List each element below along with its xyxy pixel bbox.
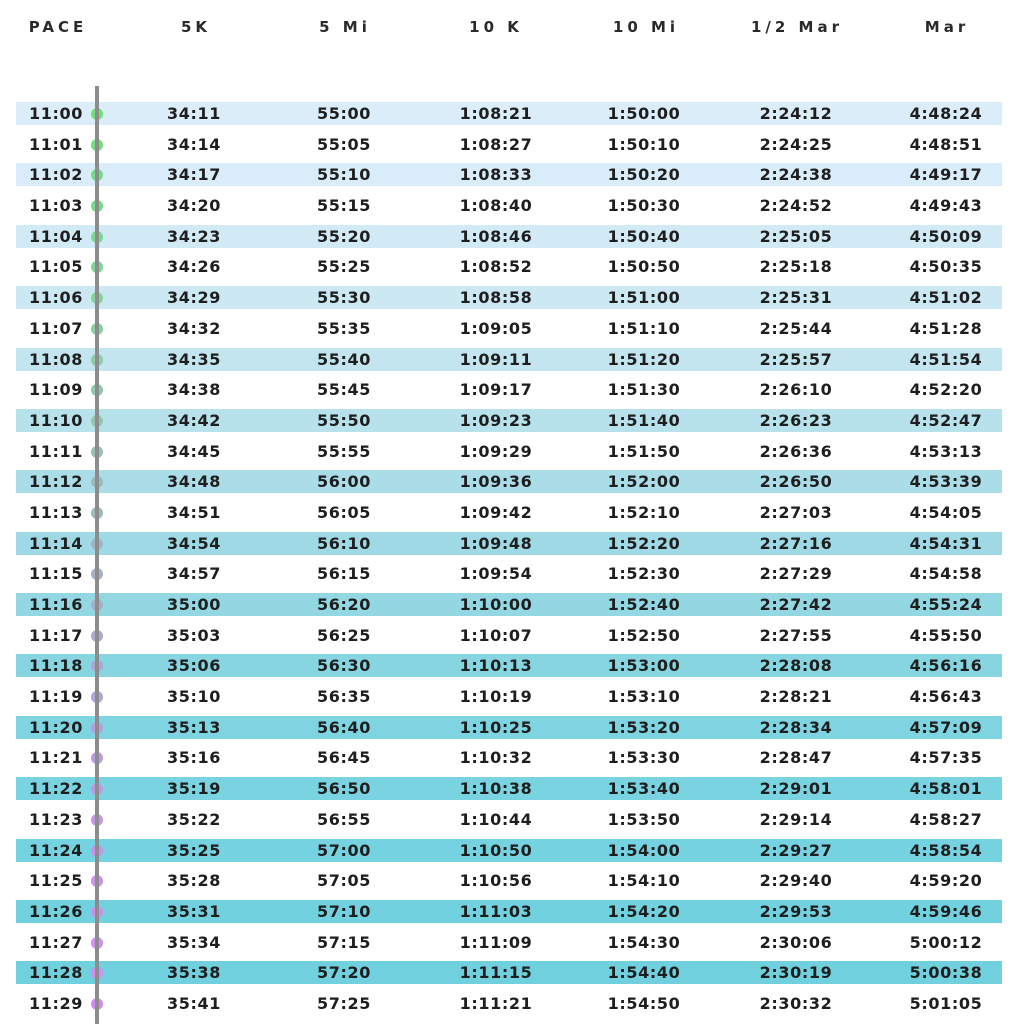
10k-time-cell: 1:09:54 — [459, 564, 533, 584]
5mi-time-cell: 55:25 — [317, 257, 371, 277]
half-marathon-time-cell: 2:26:23 — [759, 410, 833, 430]
half-marathon-time-cell: 2:27:55 — [759, 625, 833, 645]
5k-time-cell: 35:34 — [167, 932, 221, 952]
5k-time-cell: 34:48 — [167, 472, 221, 492]
5k-time-cell: 35:38 — [167, 963, 221, 983]
pace-cell: 11:13 — [29, 502, 83, 522]
pace-table-body — [0, 101, 1014, 1022]
table-row — [0, 469, 1014, 500]
pace-cell: 11:25 — [29, 871, 83, 891]
half-marathon-time-cell: 2:28:08 — [759, 656, 833, 676]
table-row — [0, 500, 1014, 531]
marathon-time-cell: 4:59:20 — [909, 871, 983, 891]
pace-cell: 11:14 — [29, 533, 83, 553]
5mi-time-cell: 56:20 — [317, 595, 371, 614]
table-row — [0, 807, 1014, 838]
marathon-time-cell: 4:51:28 — [909, 318, 983, 338]
5k-time-cell: 35:19 — [167, 779, 221, 799]
5mi-time-cell: 57:00 — [317, 840, 371, 860]
pace-cell: 11:16 — [29, 595, 83, 614]
table-row — [0, 899, 1014, 930]
5mi-time-cell: 57:20 — [317, 963, 371, 983]
10mi-time-cell: 1:51:10 — [607, 318, 681, 338]
5k-time-cell: 35:22 — [167, 809, 221, 829]
10mi-time-cell: 1:50:50 — [607, 257, 681, 277]
10k-time-cell: 1:08:40 — [459, 196, 533, 216]
10k-time-cell: 1:09:29 — [459, 441, 533, 461]
pace-cell: 11:12 — [29, 472, 83, 492]
half-marathon-time-cell: 2:28:21 — [759, 687, 833, 707]
10mi-time-cell: 1:50:10 — [607, 134, 681, 154]
10k-time-cell: 1:10:50 — [459, 840, 533, 860]
5k-time-cell: 34:23 — [167, 226, 221, 246]
half-marathon-time-cell: 2:27:03 — [759, 502, 833, 522]
half-marathon-time-cell: 2:25:44 — [759, 318, 833, 338]
pace-cell: 11:22 — [29, 779, 83, 799]
marathon-time-cell: 4:55:50 — [909, 625, 983, 645]
5mi-time-cell: 55:20 — [317, 226, 371, 246]
5mi-time-cell: 56:30 — [317, 656, 371, 676]
marathon-time-cell: 4:54:31 — [909, 533, 983, 553]
5mi-time-cell: 56:45 — [317, 748, 371, 768]
5mi-time-cell: 55:15 — [317, 196, 371, 216]
half-marathon-time-cell: 2:26:36 — [759, 441, 833, 461]
10k-time-cell: 1:08:52 — [459, 257, 533, 277]
table-row — [0, 377, 1014, 408]
10k-time-cell: 1:08:33 — [459, 165, 533, 185]
10k-time-cell: 1:10:38 — [459, 779, 533, 799]
marathon-time-cell: 4:56:43 — [909, 687, 983, 707]
pace-cell: 11:24 — [29, 840, 83, 860]
pace-cell: 11:06 — [29, 288, 83, 308]
pace-timeline-line — [95, 86, 99, 1024]
half-marathon-time-cell: 2:29:53 — [759, 901, 833, 921]
5mi-time-cell: 56:15 — [317, 564, 371, 584]
5mi-time-cell: 55:05 — [317, 134, 371, 154]
half-marathon-time-cell: 2:27:42 — [759, 595, 833, 614]
table-row — [0, 592, 1014, 623]
half-marathon-time-cell: 2:26:10 — [759, 380, 833, 400]
5k-time-cell: 34:45 — [167, 441, 221, 461]
10k-time-cell: 1:10:44 — [459, 809, 533, 829]
marathon-time-cell: 4:50:09 — [909, 226, 983, 246]
marathon-time-cell: 4:58:27 — [909, 809, 983, 829]
5mi-time-cell: 57:05 — [317, 871, 371, 891]
table-row — [0, 162, 1014, 193]
marathon-time-cell: 4:48:24 — [909, 104, 983, 123]
10mi-time-cell: 1:53:10 — [607, 687, 681, 707]
10mi-time-cell: 1:53:30 — [607, 748, 681, 768]
table-row — [0, 254, 1014, 285]
5mi-time-cell: 56:05 — [317, 502, 371, 522]
5k-time-cell: 34:26 — [167, 257, 221, 277]
10mi-time-cell: 1:50:40 — [607, 226, 681, 246]
5k-time-cell: 35:25 — [167, 840, 221, 860]
half-marathon-time-cell: 2:29:27 — [759, 840, 833, 860]
table-row — [0, 285, 1014, 316]
half-marathon-time-cell: 2:27:29 — [759, 564, 833, 584]
10mi-time-cell: 1:50:30 — [607, 196, 681, 216]
marathon-time-cell: 5:00:12 — [909, 932, 983, 952]
10k-time-cell: 1:08:27 — [459, 134, 533, 154]
10mi-time-cell: 1:54:50 — [607, 993, 681, 1013]
10mi-time-cell: 1:52:20 — [607, 533, 681, 553]
table-row — [0, 623, 1014, 654]
half-marathon-time-cell: 2:24:12 — [759, 104, 833, 123]
5k-time-cell: 35:16 — [167, 748, 221, 768]
5mi-time-cell: 55:50 — [317, 410, 371, 430]
marathon-time-cell: 4:49:43 — [909, 196, 983, 216]
pace-cell: 11:23 — [29, 809, 83, 829]
10k-time-cell: 1:10:25 — [459, 717, 533, 737]
5k-time-cell: 35:41 — [167, 993, 221, 1013]
10mi-time-cell: 1:52:10 — [607, 502, 681, 522]
5k-time-cell: 34:51 — [167, 502, 221, 522]
marathon-time-cell: 5:00:38 — [909, 963, 983, 983]
10mi-time-cell: 1:51:40 — [607, 410, 681, 430]
pace-cell: 11:04 — [29, 226, 83, 246]
5k-time-cell: 34:14 — [167, 134, 221, 154]
half-marathon-time-cell: 2:30:06 — [759, 932, 833, 952]
half-marathon-time-cell: 2:25:18 — [759, 257, 833, 277]
pace-cell: 11:07 — [29, 318, 83, 338]
10k-time-cell: 1:09:05 — [459, 318, 533, 338]
header-marathon: Mar — [924, 18, 970, 36]
marathon-time-cell: 4:49:17 — [909, 165, 983, 185]
table-row — [0, 439, 1014, 470]
5mi-time-cell: 57:10 — [317, 901, 371, 921]
pace-cell: 11:03 — [29, 196, 83, 216]
table-row — [0, 347, 1014, 378]
marathon-time-cell: 4:51:54 — [909, 349, 983, 369]
table-row — [0, 193, 1014, 224]
pace-cell: 11:26 — [29, 901, 83, 921]
10mi-time-cell: 1:54:00 — [607, 840, 681, 860]
pace-cell: 11:02 — [29, 165, 83, 185]
pace-cell: 11:05 — [29, 257, 83, 277]
5mi-time-cell: 55:40 — [317, 349, 371, 369]
half-marathon-time-cell: 2:30:32 — [759, 993, 833, 1013]
10k-time-cell: 1:09:48 — [459, 533, 533, 553]
10k-time-cell: 1:09:11 — [459, 349, 533, 369]
10mi-time-cell: 1:51:50 — [607, 441, 681, 461]
5mi-time-cell: 55:10 — [317, 165, 371, 185]
table-row — [0, 531, 1014, 562]
5mi-time-cell: 55:35 — [317, 318, 371, 338]
header-5k: 5K — [180, 18, 212, 36]
marathon-time-cell: 4:58:01 — [909, 779, 983, 799]
5k-time-cell: 35:28 — [167, 871, 221, 891]
10k-time-cell: 1:09:17 — [459, 380, 533, 400]
10mi-time-cell: 1:53:50 — [607, 809, 681, 829]
10mi-time-cell: 1:54:10 — [607, 871, 681, 891]
10mi-time-cell: 1:52:30 — [607, 564, 681, 584]
pace-cell: 11:28 — [29, 963, 83, 983]
10k-time-cell: 1:08:46 — [459, 226, 533, 246]
10mi-time-cell: 1:51:30 — [607, 380, 681, 400]
10k-time-cell: 1:10:13 — [459, 656, 533, 676]
10k-time-cell: 1:10:07 — [459, 625, 533, 645]
5mi-time-cell: 55:30 — [317, 288, 371, 308]
half-marathon-time-cell: 2:26:50 — [759, 472, 833, 492]
10k-time-cell: 1:10:56 — [459, 871, 533, 891]
half-marathon-time-cell: 2:28:34 — [759, 717, 833, 737]
pace-cell: 11:19 — [29, 687, 83, 707]
5k-time-cell: 34:17 — [167, 165, 221, 185]
table-row — [0, 561, 1014, 592]
10k-time-cell: 1:08:58 — [459, 288, 533, 308]
header-10k: 10 K — [469, 18, 523, 36]
10mi-time-cell: 1:50:20 — [607, 165, 681, 185]
marathon-time-cell: 4:48:51 — [909, 134, 983, 154]
5mi-time-cell: 55:00 — [317, 104, 371, 123]
table-row — [0, 408, 1014, 439]
pace-cell: 11:18 — [29, 656, 83, 676]
table-row — [0, 930, 1014, 961]
marathon-time-cell: 4:55:24 — [909, 595, 983, 614]
5k-time-cell: 34:54 — [167, 533, 221, 553]
10k-time-cell: 1:09:23 — [459, 410, 533, 430]
5mi-time-cell: 55:45 — [317, 380, 371, 400]
half-marathon-time-cell: 2:29:40 — [759, 871, 833, 891]
half-marathon-time-cell: 2:25:31 — [759, 288, 833, 308]
10k-time-cell: 1:11:09 — [459, 932, 533, 952]
5k-time-cell: 35:00 — [167, 595, 221, 614]
10k-time-cell: 1:10:19 — [459, 687, 533, 707]
10k-time-cell: 1:11:15 — [459, 963, 533, 983]
10k-time-cell: 1:10:32 — [459, 748, 533, 768]
10mi-time-cell: 1:53:40 — [607, 779, 681, 799]
pace-cell: 11:11 — [29, 441, 83, 461]
10mi-time-cell: 1:52:50 — [607, 625, 681, 645]
5mi-time-cell: 56:00 — [317, 472, 371, 492]
table-row — [0, 868, 1014, 899]
marathon-time-cell: 4:57:09 — [909, 717, 983, 737]
pace-cell: 11:29 — [29, 993, 83, 1013]
5k-time-cell: 34:11 — [167, 104, 221, 123]
marathon-time-cell: 4:52:47 — [909, 410, 983, 430]
5k-time-cell: 35:10 — [167, 687, 221, 707]
10k-time-cell: 1:10:00 — [459, 595, 533, 614]
half-marathon-time-cell: 2:29:14 — [759, 809, 833, 829]
table-row — [0, 838, 1014, 869]
5k-time-cell: 35:03 — [167, 625, 221, 645]
pace-cell: 11:21 — [29, 748, 83, 768]
half-marathon-time-cell: 2:29:01 — [759, 779, 833, 799]
5k-time-cell: 35:13 — [167, 717, 221, 737]
5k-time-cell: 34:29 — [167, 288, 221, 308]
10mi-time-cell: 1:52:40 — [607, 595, 681, 614]
table-row — [0, 132, 1014, 163]
marathon-time-cell: 4:58:54 — [909, 840, 983, 860]
5k-time-cell: 34:42 — [167, 410, 221, 430]
pace-cell: 11:09 — [29, 380, 83, 400]
10mi-time-cell: 1:54:30 — [607, 932, 681, 952]
5mi-time-cell: 56:40 — [317, 717, 371, 737]
pace-cell: 11:17 — [29, 625, 83, 645]
5mi-time-cell: 57:25 — [317, 993, 371, 1013]
marathon-time-cell: 4:50:35 — [909, 257, 983, 277]
10k-time-cell: 1:09:42 — [459, 502, 533, 522]
pace-cell: 11:01 — [29, 134, 83, 154]
5k-time-cell: 35:06 — [167, 656, 221, 676]
10k-time-cell: 1:11:03 — [459, 901, 533, 921]
10mi-time-cell: 1:53:00 — [607, 656, 681, 676]
5mi-time-cell: 55:55 — [317, 441, 371, 461]
half-marathon-time-cell: 2:28:47 — [759, 748, 833, 768]
half-marathon-time-cell: 2:24:38 — [759, 165, 833, 185]
5mi-time-cell: 56:50 — [317, 779, 371, 799]
10k-time-cell: 1:11:21 — [459, 993, 533, 1013]
table-row — [0, 776, 1014, 807]
5mi-time-cell: 56:10 — [317, 533, 371, 553]
5k-time-cell: 34:57 — [167, 564, 221, 584]
5mi-time-cell: 56:25 — [317, 625, 371, 645]
half-marathon-time-cell: 2:25:57 — [759, 349, 833, 369]
half-marathon-time-cell: 2:24:52 — [759, 196, 833, 216]
marathon-time-cell: 4:53:13 — [909, 441, 983, 461]
5k-time-cell: 34:38 — [167, 380, 221, 400]
5k-time-cell: 34:35 — [167, 349, 221, 369]
pace-cell: 11:15 — [29, 564, 83, 584]
marathon-time-cell: 4:57:35 — [909, 748, 983, 768]
pace-cell: 11:20 — [29, 717, 83, 737]
header-pace: PACE — [28, 18, 88, 36]
half-marathon-time-cell: 2:30:19 — [759, 963, 833, 983]
table-row — [0, 991, 1014, 1022]
pace-cell: 11:00 — [29, 104, 83, 123]
half-marathon-time-cell: 2:27:16 — [759, 533, 833, 553]
5k-time-cell: 34:32 — [167, 318, 221, 338]
table-row — [0, 316, 1014, 347]
header-5mi: 5 Mi — [319, 18, 371, 36]
marathon-time-cell: 4:59:46 — [909, 901, 983, 921]
pace-cell: 11:08 — [29, 349, 83, 369]
table-row — [0, 684, 1014, 715]
10mi-time-cell: 1:52:00 — [607, 472, 681, 492]
5mi-time-cell: 56:35 — [317, 687, 371, 707]
marathon-time-cell: 4:54:05 — [909, 502, 983, 522]
10mi-time-cell: 1:53:20 — [607, 717, 681, 737]
10k-time-cell: 1:09:36 — [459, 472, 533, 492]
header-half-marathon: 1/2 Mar — [750, 18, 844, 36]
table-row — [0, 745, 1014, 776]
10mi-time-cell: 1:51:00 — [607, 288, 681, 308]
marathon-time-cell: 4:56:16 — [909, 656, 983, 676]
5k-time-cell: 35:31 — [167, 901, 221, 921]
table-row — [0, 101, 1014, 132]
10k-time-cell: 1:08:21 — [459, 104, 533, 123]
marathon-time-cell: 4:52:20 — [909, 380, 983, 400]
5k-time-cell: 34:20 — [167, 196, 221, 216]
marathon-time-cell: 5:01:05 — [909, 993, 983, 1013]
table-row — [0, 960, 1014, 991]
marathon-time-cell: 4:53:39 — [909, 472, 983, 492]
header-10mi: 10 Mi — [612, 18, 680, 36]
table-row — [0, 224, 1014, 255]
10mi-time-cell: 1:50:00 — [607, 104, 681, 123]
marathon-time-cell: 4:51:02 — [909, 288, 983, 308]
5mi-time-cell: 56:55 — [317, 809, 371, 829]
table-row — [0, 715, 1014, 746]
marathon-time-cell: 4:54:58 — [909, 564, 983, 584]
5mi-time-cell: 57:15 — [317, 932, 371, 952]
pace-cell: 11:10 — [29, 410, 83, 430]
table-row — [0, 653, 1014, 684]
10mi-time-cell: 1:51:20 — [607, 349, 681, 369]
half-marathon-time-cell: 2:25:05 — [759, 226, 833, 246]
half-marathon-time-cell: 2:24:25 — [759, 134, 833, 154]
pace-cell: 11:27 — [29, 932, 83, 952]
10mi-time-cell: 1:54:20 — [607, 901, 681, 921]
10mi-time-cell: 1:54:40 — [607, 963, 681, 983]
